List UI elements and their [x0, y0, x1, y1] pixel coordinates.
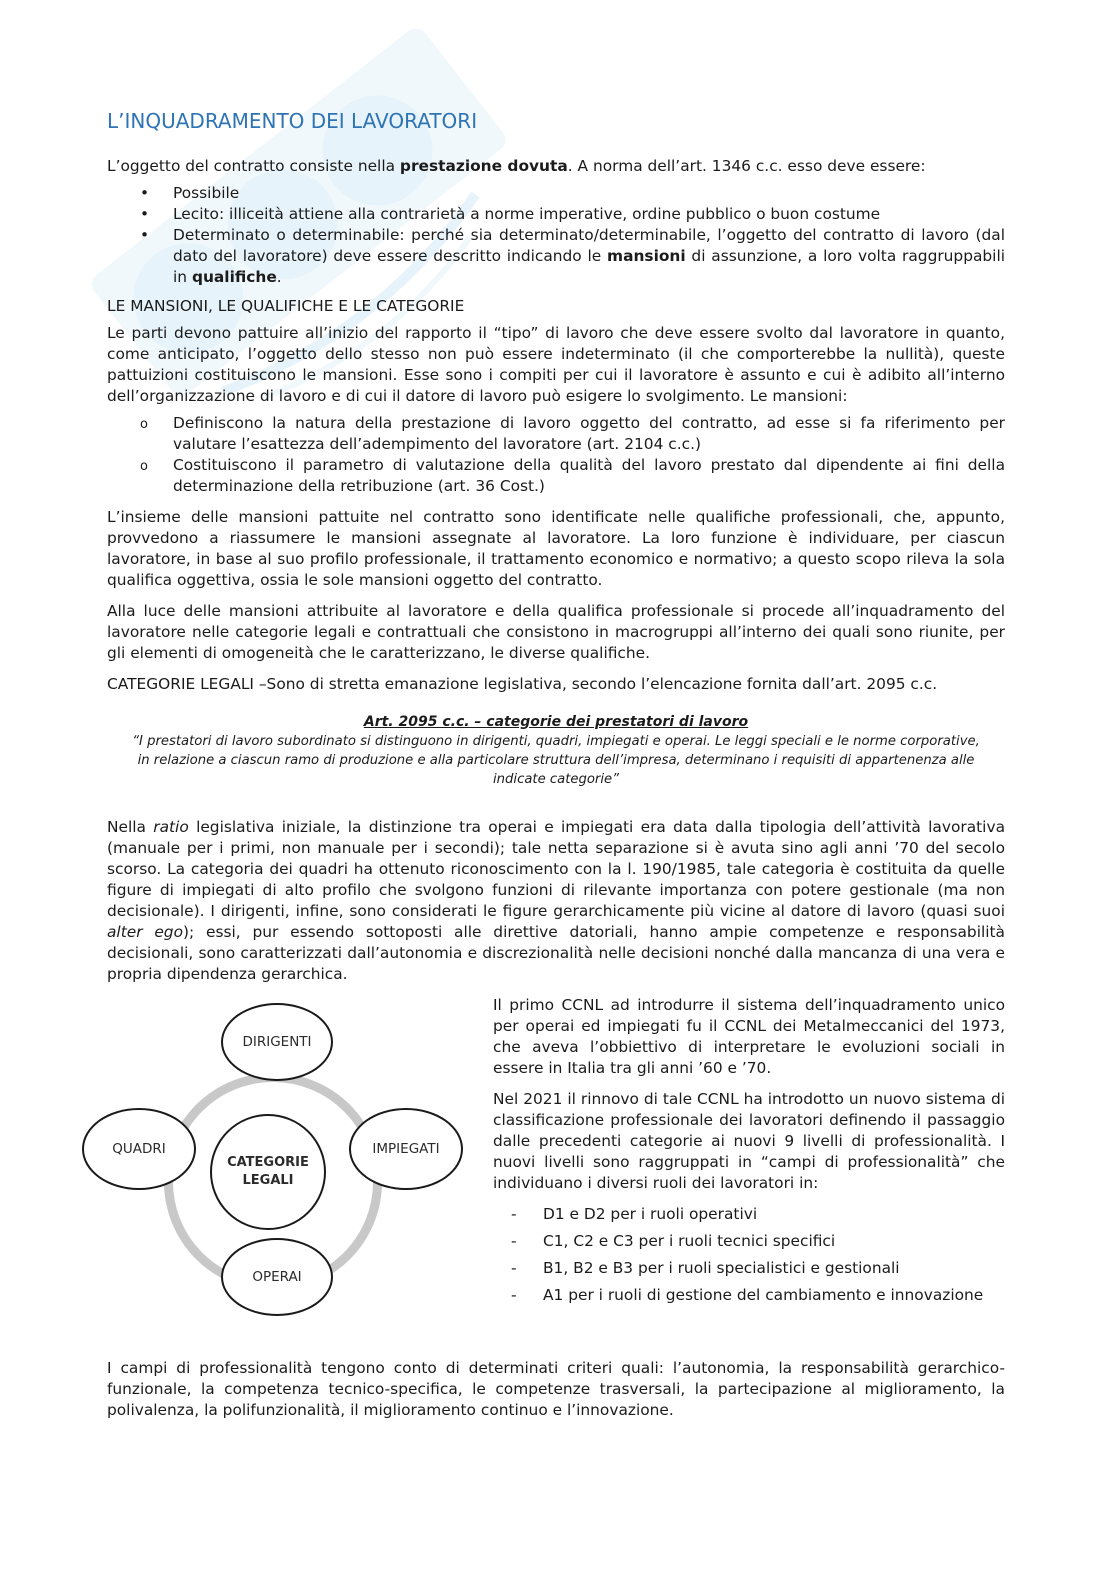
paragraph: I campi di professionalità tengono conto di determinati criteri quali: l’autonomia, la responsabilità gerarchico-funzionale, la competenza tecnico-specifica, le competenze trasversali, la partecipazione al miglioramento, la polivalenza, la polifunzionalità, il miglioramento continuo e l’innovazione.	[107, 1359, 1005, 1419]
list-item: - D1 e D2 per i ruoli operativi	[493, 1204, 1005, 1225]
categories-diagram	[93, 1003, 453, 1343]
diagram-node-right: IMPIEGATI	[349, 1108, 463, 1190]
diagram-node-center: CATEGORIE LEGALI	[210, 1114, 326, 1230]
list-item: • Lecito: illiceità attiene alla contrarietà a norme imperative, ordine pubblico o buon costume	[107, 204, 1005, 225]
quote-title: Art. 2095 c.c. – categorie dei prestatori di lavoro	[363, 714, 749, 730]
mansioni-list	[107, 413, 1005, 497]
diagram-node-top: DIRIGENTI	[221, 1003, 333, 1081]
section-heading: LE MANSIONI, LE QUALIFICHE E LE CATEGORIE	[107, 297, 465, 315]
paragraph: Nella ratio legislativa iniziale, la distinzione tra operai e impiegati era data dalla tipologia dell’attività lavorativa (manuale per i primi, non manuale per i secondi); tale netta separazione si è avuta sino agli anni ’70 del secolo scorso. La categoria dei quadri ha ottenuto riconoscimento con la l. 190/1985, tale categoria è costituita da quelle figure di impiegati di alto profilo che svolgono funzioni di rilevante importanza con potere gestionale (ma non decisionale). I dirigenti, infine, sono considerati le figure gerarchicamente più vicine al datore di lavoro (quasi suoi alter ego); essi, pur essendo sottoposti alle direttive datoriali, hanno ampie competenze e responsabilità decisionali, sono caratterizzati dall’autonomia e discrezionalità nelle decisioni nonché dalla mancanza di una vera e propria dipendenza gerarchica.	[107, 818, 1005, 983]
paragraph: L’insieme delle mansioni pattuite nel contratto sono identificate nelle qualifiche professionali, che, appunto, provvedono a riassumere le mansioni assegnate al lavoratore. La loro funzione è individuare, per ciascun lavoratore, in base al suo profilo professionale, il trattamento economico e normativo; a questo scopo rileva la sola qualifica oggettiva, ossia le sole mansioni oggetto del contratto.	[107, 508, 1005, 589]
list-item: - C1, C2 e C3 per i ruoli tecnici specifici	[493, 1231, 1005, 1252]
list-item: - B1, B2 e B3 per i ruoli specialistici e gestionali	[493, 1258, 1005, 1279]
quote-body: “I prestatori di lavoro subordinato si distinguono in dirigenti, quadri, impiegati e operai. Le leggi speciali e le norme corporative, in relazione a ciascun ramo di produzione e alla particolare struttura dell’impresa, determinano i requisiti di appartenenza alle indicate categorie”	[132, 734, 980, 787]
diagram-section	[107, 995, 1005, 1350]
list-item: • Possibile	[107, 183, 1005, 204]
page-title: L’INQUADRAMENTO DEI LAVORATORI	[107, 109, 478, 133]
paragraph: Le parti devono pattuire all’inizio del rapporto il “tipo” di lavoro che deve essere svolto dal lavoratore in quanto, come anticipato, l’oggetto dello stesso non può essere indeterminato (il che comporterebbe la nullità), queste pattuizioni costituiscono le mansioni. Esse sono i compiti per cui il lavoratore è assunto e cui è adibito all’interno dell’organizzazione di lavoro e di cui il datore di lavoro può esigere lo svolgimento. Le mansioni:	[107, 324, 1005, 405]
list-item: - A1 per i ruoli di gestione del cambiamento e innovazione	[493, 1285, 1005, 1306]
levels-list	[493, 1204, 1005, 1306]
list-item: o Definiscono la natura della prestazione di lavoro oggetto del contratto, ad esse si fa riferimento per valutare l’esattezza dell’adempimento del lavoratore (art. 2104 c.c.)	[107, 413, 1005, 455]
paragraph: Nel 2021 il rinnovo di tale CCNL ha introdotto un nuovo sistema di classificazione professionale dei lavoratori definendo il passaggio dalle precedenti categorie ai nuovi 9 livelli di professionalità. I nuovi livelli sono raggruppati in “campi di professionalità” che individuano i diversi ruoli dei lavoratori in:	[493, 1090, 1005, 1192]
diagram-node-bottom: OPERAI	[221, 1238, 333, 1316]
right-column	[493, 995, 1005, 1312]
requisites-list	[107, 183, 1005, 288]
list-item: o Costituiscono il parametro di valutazione della qualità del lavoro prestato dal dipendente ai fini della determinazione della retribuzione (art. 36 Cost.)	[107, 455, 1005, 497]
document-page	[107, 108, 1005, 1431]
intro-paragraph: L’oggetto del contratto consiste nella prestazione dovuta. A norma dell’art. 1346 c.c. esso deve essere:	[107, 157, 926, 175]
paragraph: Il primo CCNL ad introdurre il sistema dell’inquadramento unico per operai ed impiegati fu il CCNL dei Metalmeccanici del 1973, che aveva l’obbiettivo di interpretare le evoluzioni sociali in essere in Italia tra gli anni ’60 e ’70.	[493, 996, 1005, 1077]
paragraph: Alla luce delle mansioni attribuite al lavoratore e della qualifica professionale si procede all’inquadramento del lavoratore nelle categorie legali e contrattuali che consistono in macrogruppi all’interno dei quali sono riunite, per gli elementi di omogeneità che le caratterizzano, le diverse qualifiche.	[107, 602, 1005, 662]
list-item: • Determinato o determinabile: perché sia determinato/determinabile, l’oggetto del contratto di lavoro (dal dato del lavoratore) deve essere descritto indicando le mansioni di assunzione, a loro volta raggruppabili in qualifiche.	[107, 225, 1005, 288]
diagram-node-left: QUADRI	[82, 1108, 196, 1190]
paragraph: CATEGORIE LEGALI –Sono di stretta emanazione legislativa, secondo l’elencazione fornita dall’art. 2095 c.c.	[107, 675, 938, 693]
